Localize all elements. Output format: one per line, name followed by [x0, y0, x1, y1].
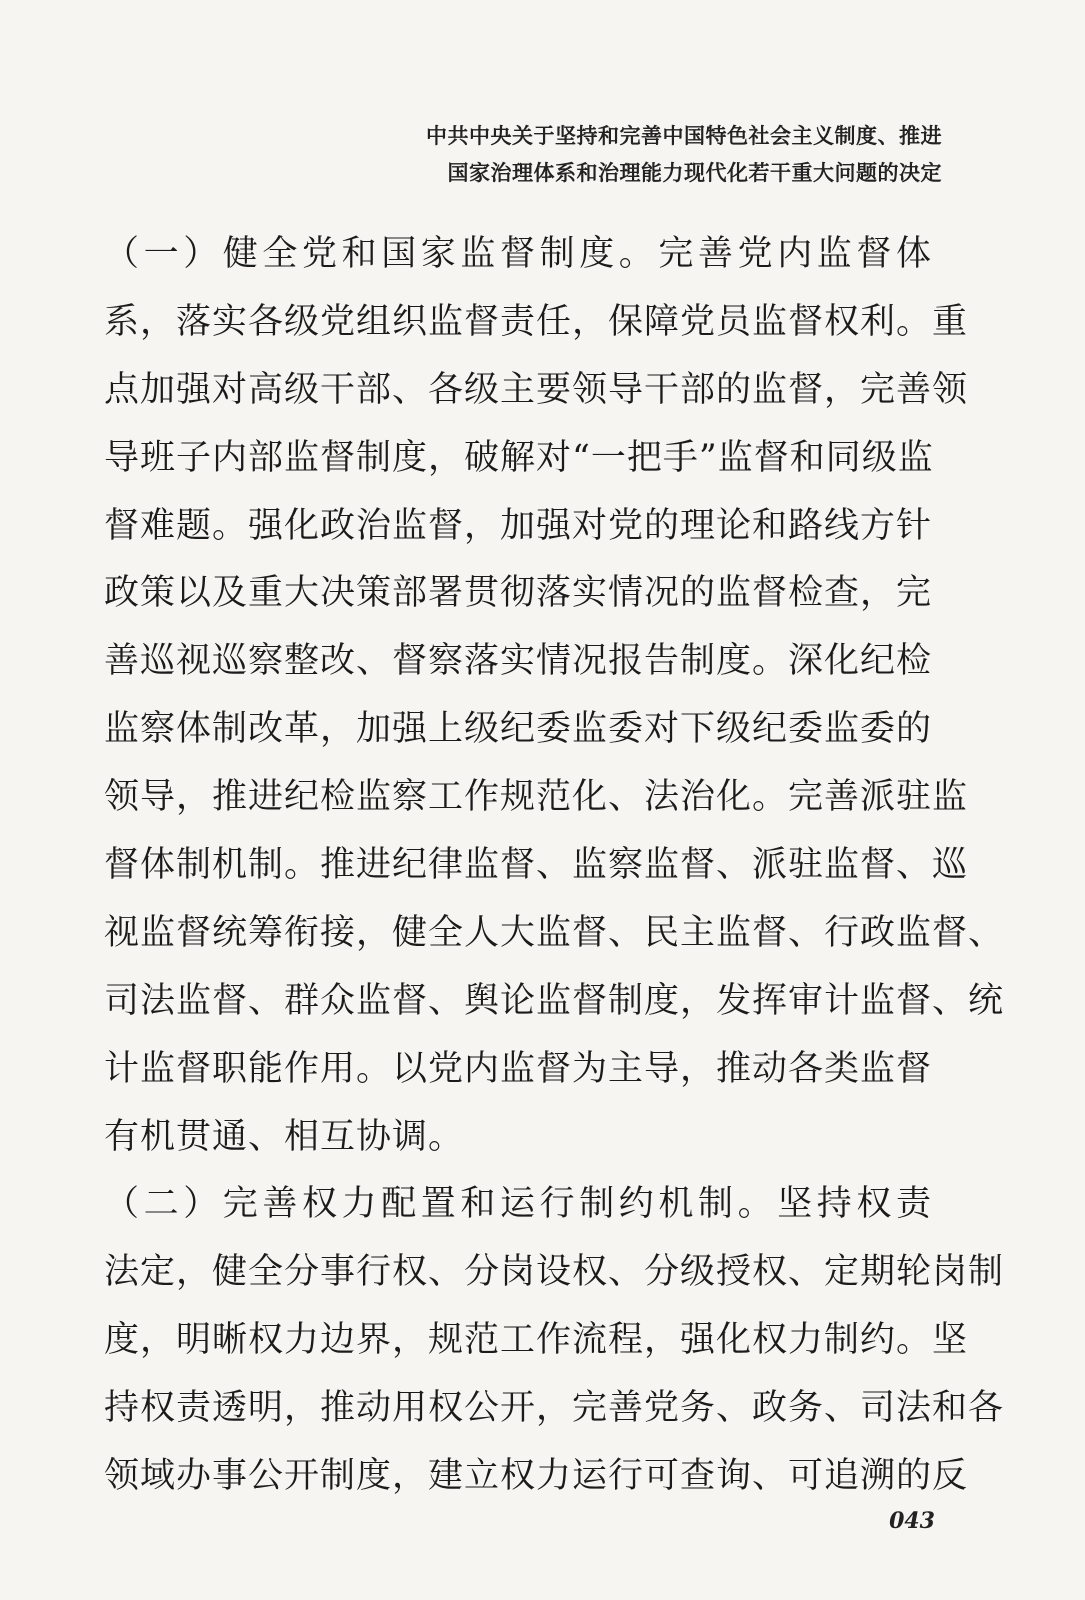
running-header [382, 118, 942, 192]
paragraph-1-line-14: 有机贯通、相互协调。 [104, 1116, 465, 1157]
paragraph-1-line-8: 监察体制改革，加强上级纪委监委对下级纪委监委的 [104, 709, 933, 750]
page-number: 043 [889, 1508, 935, 1534]
paragraph-1-line-4: 导班子内部监督制度，破解对“一把手”监督和同级监 [104, 437, 934, 478]
paragraph-2-line-3: 度，明晰权力边界，规范工作流程，强化权力制约。坚 [104, 1320, 969, 1361]
paragraph-1-line-9: 领导，推进纪检监察工作规范化、法治化。完善派驻监 [104, 777, 969, 818]
paragraph-1-line-11: 视监督统筹衔接，健全人大监督、民主监督、行政监督、 [104, 912, 1005, 953]
paragraph-1-line-2: 系，落实各级党组织监督责任，保障党员监督权利。重 [104, 301, 969, 342]
paragraph-1-line-6: 政策以及重大决策部署贯彻落实情况的监督检查，完 [104, 573, 933, 614]
paragraph-2-line-1: （二）完善权力配置和运行制约机制。坚持权责 [104, 1184, 932, 1225]
paragraph-1-line-12: 司法监督、群众监督、舆论监督制度，发挥审计监督、统 [104, 980, 1005, 1021]
paragraph-1-line-13: 计监督职能作用。以党内监督为主导，推动各类监督 [104, 1048, 933, 1089]
paragraph-1-line-1: （一）健全党和国家监督制度。完善党内监督体 [104, 234, 932, 274]
paragraph-1-line-7: 善巡视巡察整改、督察落实情况报告制度。深化纪检 [104, 641, 933, 682]
body-text [104, 221, 1005, 1511]
paragraph-1-line-10: 督体制机制。推进纪律监督、监察监督、派驻监督、巡 [104, 845, 969, 886]
paragraph-2-line-4: 持权责透明，推动用权公开，完善党务、政务、司法和各 [104, 1388, 1005, 1429]
running-header-line-1: 中共中央关于坚持和完善中国特色社会主义制度、推进 [426, 124, 942, 148]
paragraph-2-line-5: 领域办事公开制度，建立权力运行可查询、可追溯的反 [104, 1456, 969, 1497]
paragraph-1-line-5: 督难题。强化政治监督，加强对党的理论和路线方针 [104, 505, 933, 546]
running-header-line-2: 国家治理体系和治理能力现代化若干重大问题的决定 [447, 161, 942, 185]
paragraph-2-line-2: 法定，健全分事行权、分岗设权、分级授权、定期轮岗制 [104, 1252, 1005, 1293]
paragraph-1-line-3: 点加强对高级干部、各级主要领导干部的监督，完善领 [104, 369, 969, 410]
